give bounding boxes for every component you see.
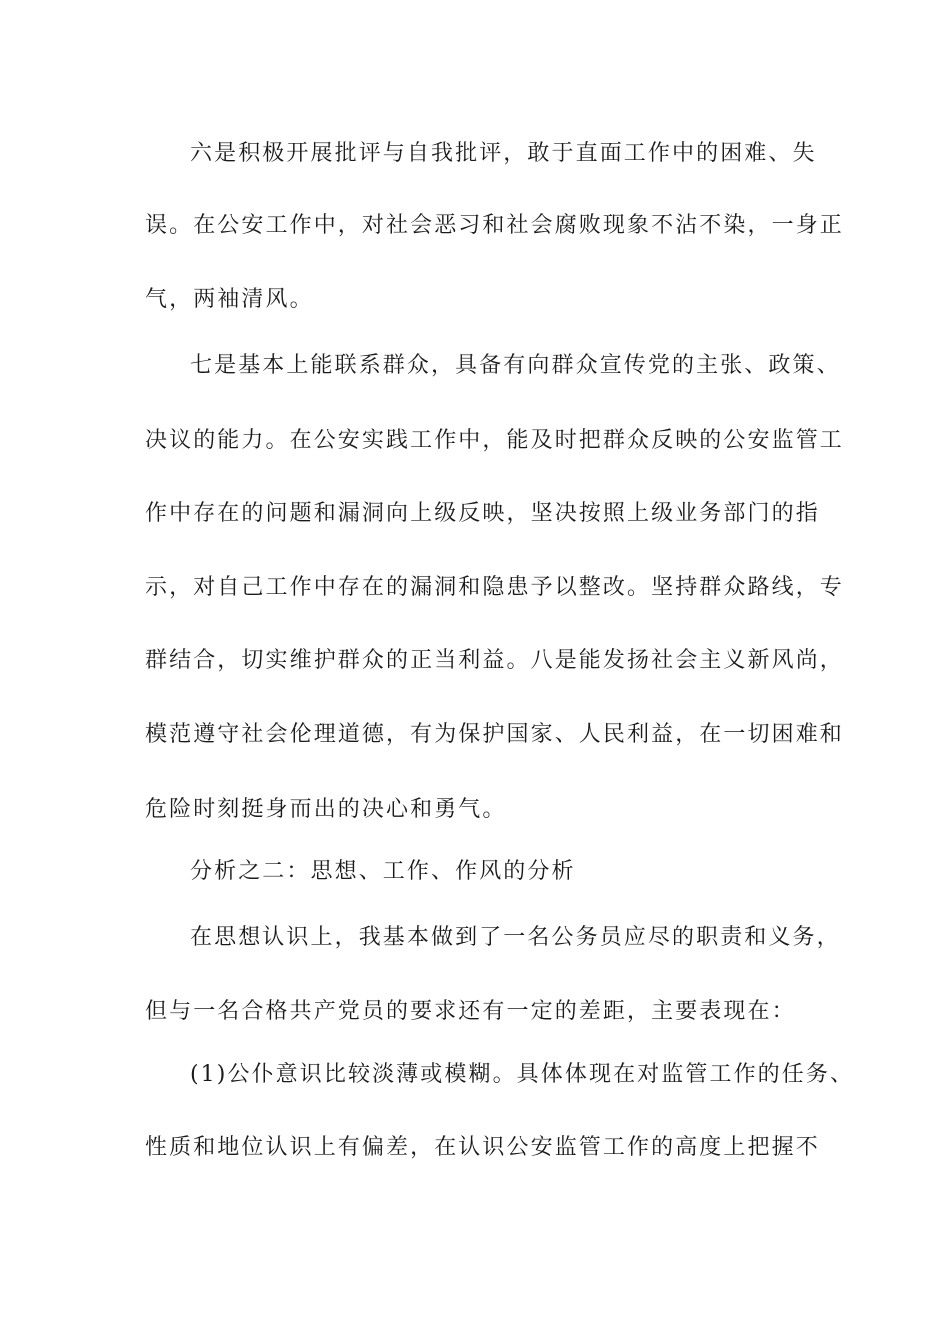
section-heading: 分析之二：思想、工作、作风的分析 <box>190 859 576 884</box>
paragraph-line: 在思想认识上，我基本做到了一名公务员应尽的职责和义务， <box>190 925 841 950</box>
paragraph-line: 六是积极开展批评与自我批评，敢于直面工作中的困难、失 <box>190 141 817 166</box>
paragraph-line: 模范遵守社会伦理道德，有为保护国家、人民利益，在一切困难和 <box>145 722 844 747</box>
paragraph-line: 误。在公安工作中，对社会恶习和社会腐败现象不沾不染，一身正 <box>145 213 844 238</box>
paragraph-line: 危险时刻挺身而出的决心和勇气。 <box>145 797 507 822</box>
paragraph-line: 性质和地位认识上有偏差，在认识公安监管工作的高度上把握不 <box>145 1135 820 1160</box>
paragraph-line: 作中存在的问题和漏洞向上级反映，坚决按照上级业务部门的指 <box>145 501 820 526</box>
paragraph-line: 决议的能力。在公安实践工作中，能及时把群众反映的公安监管工 <box>145 428 844 453</box>
paragraph-line: 示，对自己工作中存在的漏洞和隐患予以整改。坚持群众路线，专 <box>145 575 844 600</box>
paragraph-line: 群结合，切实维护群众的正当利益。八是能发扬社会主义新风尚， <box>145 648 844 673</box>
paragraph-line: 气，两袖清风。 <box>145 287 314 312</box>
list-item-line: (1)公仆意识比较淡薄或模糊。具体体现在对监管工作的任务、 <box>190 1062 855 1087</box>
paragraph-line: 但与一名合格共产党员的要求还有一定的差距，主要表现在： <box>145 999 796 1024</box>
paragraph-line: 七是基本上能联系群众，具备有向群众宣传党的主张、政策、 <box>190 353 841 378</box>
